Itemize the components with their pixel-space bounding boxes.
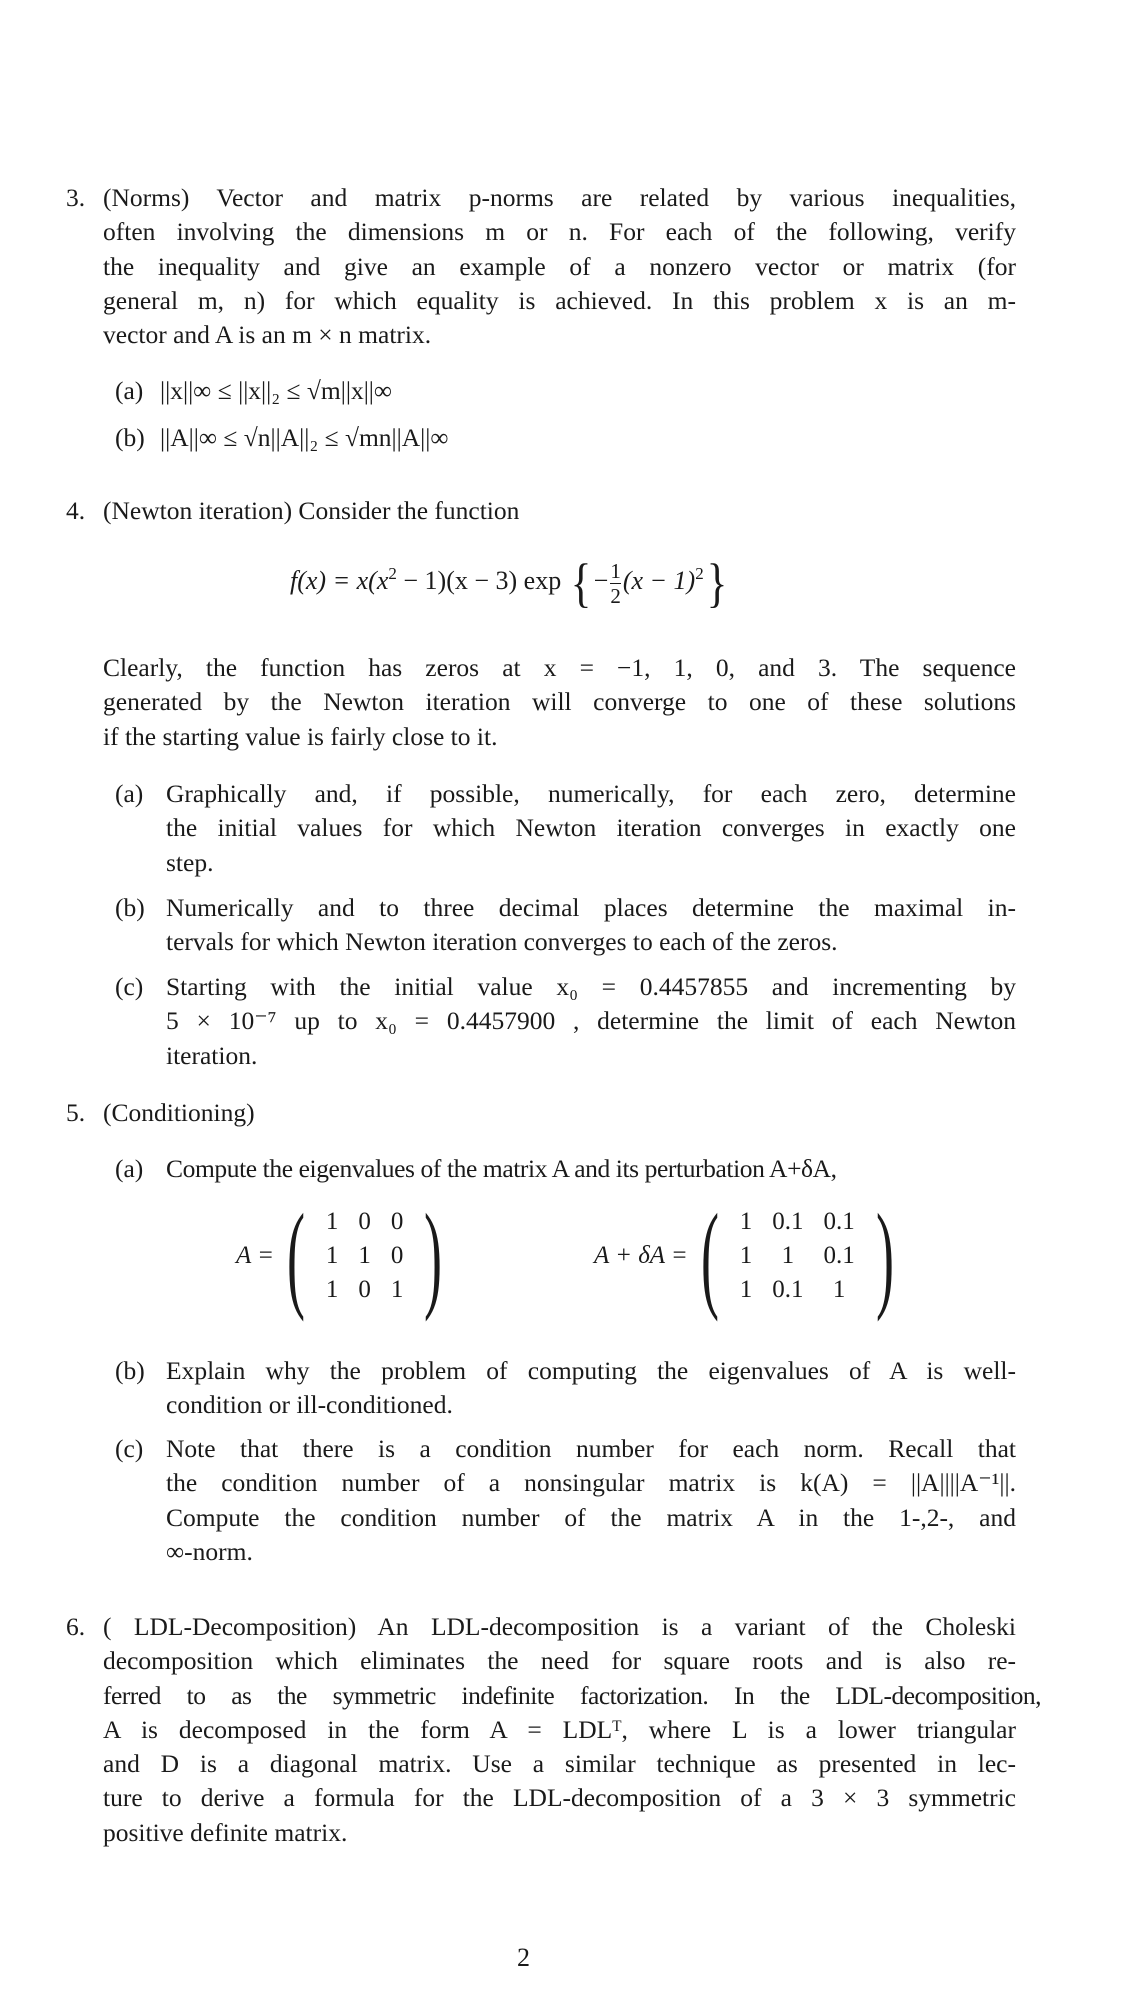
problem-4-intro: (Newton iteration) Consider the function <box>103 496 520 525</box>
text-line: Note that there is a condition number for each norm. Recall that <box>166 1434 1016 1463</box>
matrix-cell: 1 <box>390 1276 404 1303</box>
text-line: (Norms) Vector and matrix p-norms are related by various inequalities, <box>103 183 1016 212</box>
text-line: often involving the dimensions m or n. For each of the following, verify <box>103 217 1016 247</box>
part-text <box>166 1432 1016 1569</box>
text-line: ferred to as the symmetric indefinite factorization. In the LDL-decomposition, <box>103 1680 1041 1710</box>
right-paren: ) <box>875 1189 894 1322</box>
matrix-cell: 1 <box>325 1242 339 1269</box>
part-text <box>166 970 1016 1073</box>
problem-5-part-b <box>0 1354 1125 1424</box>
problem-6 <box>0 1610 1125 1855</box>
matrix-cell: 0 <box>390 1242 404 1269</box>
part-label: (a) <box>115 376 144 405</box>
matrix-cell: 0.1 <box>823 1208 855 1235</box>
fraction-numerator: 1 <box>610 558 621 583</box>
text-line: vector and A is an m × n matrix. <box>103 320 432 350</box>
matrix-cell: 1 <box>325 1276 339 1303</box>
matrix-cell: 0.1 <box>772 1208 804 1235</box>
text-line: condition or ill-conditioned. <box>166 1390 453 1420</box>
problem-4-part-c <box>0 970 1125 1075</box>
matrix-cell: 1 <box>325 1208 339 1235</box>
right-paren: ) <box>424 1189 443 1322</box>
matrix-label: A = <box>236 1242 274 1269</box>
matrix-label: A + δA = <box>594 1242 688 1269</box>
fraction-half <box>610 560 621 607</box>
part-text <box>166 1354 1016 1423</box>
matrix-A <box>236 1189 453 1322</box>
text-line: generated by the Newton iteration will converge to one of these solutions <box>103 687 1016 717</box>
problem-4 <box>0 494 1125 530</box>
text-line: the initial values for which Newton iteration converges in exactly one <box>166 813 1016 843</box>
left-paren: ( <box>700 1189 719 1322</box>
newton-function-formula <box>290 553 730 613</box>
left-brace: { <box>570 553 592 613</box>
problem-3-text <box>103 181 1016 352</box>
formula-mid: − 1)(x − 3) exp <box>396 565 562 595</box>
problem-6-text <box>103 1610 1041 1850</box>
text-line: the inequality and give an example of a nonzero vector or matrix (for <box>103 251 1016 281</box>
text-line: the condition number of a nonsingular matrix is k(A) = ||A||||A⁻¹||. <box>166 1468 1016 1498</box>
text-line: A is decomposed in the form A = LDLᵀ, where L is a lower triangular <box>103 1714 1016 1744</box>
problem-5-title: (Conditioning) <box>103 1098 255 1127</box>
problem-3-part-a <box>0 374 1125 410</box>
part-label: (c) <box>115 1434 144 1463</box>
matrix-cell: 1 <box>781 1242 795 1269</box>
text-line: general m, n) for which equality is achieved. In this problem x is an m- <box>103 285 1016 315</box>
problem-number: 6. <box>66 1612 86 1641</box>
part-label: (a) <box>115 1154 144 1183</box>
part-text <box>166 777 1016 880</box>
problem-5-part-c <box>0 1432 1125 1572</box>
matrix-row <box>730 1205 865 1239</box>
part-label: (b) <box>115 423 145 452</box>
problem-number: 3. <box>66 183 86 212</box>
left-paren: ( <box>286 1189 305 1322</box>
page-number: 2 <box>517 1943 530 1972</box>
matrix-row <box>316 1273 414 1307</box>
problem-3-part-b <box>0 421 1125 457</box>
formula-tail-exponent: 2 <box>695 563 704 583</box>
matrix-cell: 0 <box>390 1208 404 1235</box>
matrix-row <box>316 1239 414 1273</box>
matrix-cell: 0 <box>358 1276 371 1303</box>
text-line: Compute the eigenvalues of the matrix A and its perturbation A+δA, <box>166 1154 837 1183</box>
problem-5-part-a <box>0 1152 1125 1188</box>
text-line: ( LDL-Decomposition) An LDL-decomposition is a variant of the Choleski <box>103 1612 1016 1641</box>
formula-lhs: f(x) = x(x <box>290 565 389 595</box>
matrix-row <box>730 1273 865 1307</box>
matrix-row <box>730 1239 865 1273</box>
right-brace: } <box>706 553 728 613</box>
matrix-A-table <box>316 1205 414 1307</box>
matrix-cell: 1 <box>739 1276 753 1303</box>
part-text <box>166 891 1016 960</box>
problem-number: 4. <box>66 496 86 525</box>
text-line: Clearly, the function has zeros at x = −1, 1, 0, and 3. The sequence <box>103 653 1016 682</box>
text-line: tervals for which Newton iteration converges to each of the zeros. <box>166 927 838 957</box>
text-line: decomposition which eliminates the need for square roots and is also re- <box>103 1646 1016 1676</box>
inequality-b: ||A||∞ ≤ √n||A||₂ ≤ √mn||A||∞ <box>160 423 449 452</box>
text-line: Starting with the initial value x₀ = 0.4457855 and incrementing by <box>166 972 1016 1001</box>
part-label: (c) <box>115 972 144 1001</box>
text-line: iteration. <box>166 1040 258 1070</box>
matrix-cell: 1 <box>832 1276 846 1303</box>
matrix-A-perturbed-table <box>730 1205 865 1307</box>
part-label: (b) <box>115 1356 145 1385</box>
fraction-denominator: 2 <box>610 583 621 608</box>
matrix-row <box>316 1205 414 1239</box>
text-line: 5 × 10⁻⁷ up to x₀ = 0.4457900 , determine the limit of each Newton <box>166 1006 1016 1036</box>
matrix-cell: 1 <box>358 1242 371 1269</box>
part-text <box>166 1152 1016 1186</box>
matrix-cell: 0.1 <box>772 1276 804 1303</box>
text-line: and D is a diagonal matrix. Use a similar technique as presented in lec- <box>103 1749 1016 1779</box>
problem-5 <box>0 1096 1125 1132</box>
text-line: if the starting value is fairly close to it. <box>103 721 498 751</box>
problem-4-part-b <box>0 891 1125 961</box>
matrix-A-perturbed <box>594 1189 905 1322</box>
text-line: step. <box>166 847 214 877</box>
matrix-cell: 0.1 <box>823 1242 855 1269</box>
text-line: positive definite matrix. <box>103 1817 348 1847</box>
problem-3 <box>0 181 1125 361</box>
formula-tail: (x − 1) <box>622 565 696 595</box>
matrix-cell: 1 <box>739 1242 753 1269</box>
formula-exponent: 2 <box>388 563 397 583</box>
inequality-a: ||x||∞ ≤ ||x||₂ ≤ √m||x||∞ <box>160 376 393 405</box>
text-line: Graphically and, if possible, numerically, for each zero, determine <box>166 779 1016 808</box>
matrix-cell: 1 <box>739 1208 753 1235</box>
part-label: (b) <box>115 893 145 922</box>
text-line: ∞-norm. <box>166 1536 253 1566</box>
problem-number: 5. <box>66 1098 86 1127</box>
problem-4-part-a <box>0 777 1125 882</box>
text-line: Numerically and to three decimal places determine the maximal in- <box>166 893 1016 922</box>
part-label: (a) <box>115 779 144 808</box>
paragraph-text <box>103 651 1016 754</box>
text-line: Explain why the problem of computing the eigenvalues of A is well- <box>166 1356 1016 1385</box>
matrix-cell: 0 <box>358 1208 371 1235</box>
text-line: Compute the condition number of the matrix A in the 1-,2-, and <box>166 1502 1016 1532</box>
problem-4-paragraph <box>0 651 1125 756</box>
formula-minus: − <box>593 565 609 595</box>
text-line: ture to derive a formula for the LDL-decomposition of a 3 × 3 symmetric <box>103 1783 1016 1813</box>
